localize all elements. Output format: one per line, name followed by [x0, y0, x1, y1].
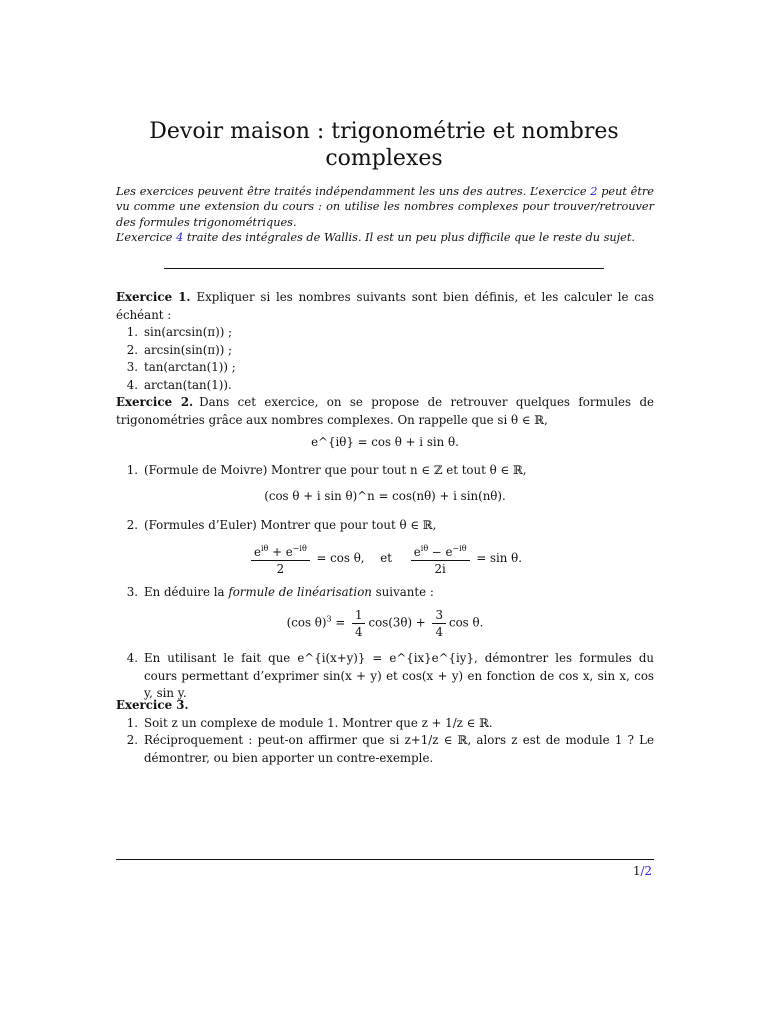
item-text: Réciproquement : peut-on affirmer que si z+1/z ∈ ℝ, alors z est de module 1 ? Le démontrer, ou bien apporter un contre-exemple. [144, 733, 654, 765]
list-item [116, 517, 654, 535]
intro-paragraph [116, 184, 654, 246]
exercise-2-statement: Dans cet exercice, on se propose de retrouver quelques formules de trigonométries grâce aux nombres complexes. On rappelle que si θ ∈ ℝ, [116, 395, 654, 427]
item-text: En utilisant le fait que e^{i(x+y)} = e^{ix}e^{iy}, démontrer les formules du cours permettant d’exprimer sin(x + y) et cos(x + y) en fonction de cos x, sin x, cos y, sin y. [144, 651, 654, 700]
item-emphasis: formule de linéarisation [228, 585, 372, 599]
list-item [116, 359, 654, 377]
eq-separator: et [380, 550, 393, 565]
item-text: sin(arcsin(π)) ; [144, 325, 233, 339]
intro-text: Les exercices peuvent être traités indépendamment les uns des autres. L’exercice [116, 185, 591, 198]
item-text: arctan(tan(1)). [144, 377, 232, 392]
list-item [116, 650, 654, 703]
equation-euler-formulas: $\frac{e^{i\theta} + e^{-i\theta}}{2}$ = cos θ, et $\frac{e^{i\theta} - e^{-i\theta}}{2i}$ = sin θ. [116, 541, 654, 577]
document-title [0, 118, 768, 172]
item-number: 4. [126, 651, 138, 665]
exercise-3-label: Exercice 3. [116, 698, 189, 712]
exercise-2-label: Exercice 2. [116, 395, 194, 409]
exercise-1 [116, 289, 654, 394]
item-number: 1. [126, 463, 138, 477]
exercise-1-list [116, 324, 654, 394]
exercise-1-statement: Expliquer si les nombres suivants sont bien définis, et les calculer le cas échéant : [116, 290, 654, 322]
exercise-3-list [116, 715, 654, 768]
item-number: 1. [126, 715, 138, 730]
fraction-one-quarter: $\frac{1}{4}$ [352, 607, 366, 640]
intro-text: peut être vu comme une extension du cours : on utilise les nombres complexes pour trouver/retrouver des formules trigonométriques. [116, 185, 654, 229]
title-line-2: complexes [325, 146, 443, 171]
separator-rule [164, 268, 604, 269]
fraction-sin: $\frac{e^{i\theta} - e^{-i\theta}}{2i}$ [411, 541, 470, 577]
equation-euler: e^{iθ} = cos θ + i sin θ. [311, 435, 459, 449]
item-text: En déduire la [144, 585, 229, 599]
fraction-cos: $\frac{e^{i\theta} + e^{-i\theta}}{2}$ [251, 541, 310, 577]
total-pages-link[interactable]: 2 [644, 864, 652, 878]
exercise-2-link[interactable]: 2 [590, 185, 598, 198]
item-number: 3. [126, 360, 138, 374]
equation-linearisation: (cos θ)$^3$ = $\frac{1}{4}$ cos(3θ) + $\frac{3}{4}$ cos θ. [286, 608, 484, 639]
item-text: suivante : [371, 585, 434, 599]
item-text: tan(arctan(1)) ; [144, 360, 236, 374]
exercise-2 [116, 394, 654, 429]
item-text: (Formule de Moivre) Montrer que pour tout n ∈ ℤ et tout θ ∈ ℝ, [144, 463, 527, 477]
list-item [116, 462, 654, 480]
page-number [633, 864, 652, 878]
list-item [116, 342, 654, 360]
exercise-1-label: Exercice 1. [116, 290, 191, 304]
item-text: arcsin(sin(π)) ; [144, 342, 233, 357]
item-text: (Formules d’Euler) Montrer que pour tout θ ∈ ℝ, [144, 518, 437, 532]
list-item [116, 584, 654, 602]
current-page: 1 [632, 864, 641, 878]
exercise-2-item-1 [116, 462, 654, 480]
item-number: 3. [126, 585, 138, 599]
list-item [116, 324, 654, 342]
list-item [116, 732, 654, 767]
equation-moivre: (cos θ + i sin θ)^n = cos(nθ) + i sin(nθ). [264, 489, 506, 503]
intro-text: L’exercice [116, 231, 177, 245]
item-number: 2. [126, 733, 138, 747]
item-number: 1. [126, 325, 138, 339]
intro-text: traite des intégrales de Wallis. Il est un peu plus difficile que le reste du sujet. [183, 231, 635, 245]
list-item [116, 715, 654, 733]
exercise-2-item-2 [116, 517, 654, 535]
item-number: 4. [126, 377, 138, 392]
title-line-1: Devoir maison : trigonométrie et nombres [149, 119, 619, 144]
exercise-3 [116, 697, 654, 767]
exercise-2-item-4 [116, 650, 654, 703]
exercise-4-link[interactable]: 4 [176, 231, 184, 245]
footer-rule [116, 859, 654, 860]
exercise-2-item-3 [116, 584, 654, 602]
item-number: 2. [126, 518, 138, 532]
list-item [116, 377, 654, 395]
item-text: Soit z un complexe de module 1. Montrer que z + 1/z ∈ ℝ. [144, 715, 493, 730]
page-separator: / [640, 864, 645, 878]
fraction-three-quarters: $\frac{3}{4}$ [432, 607, 446, 640]
item-number: 2. [126, 342, 138, 357]
